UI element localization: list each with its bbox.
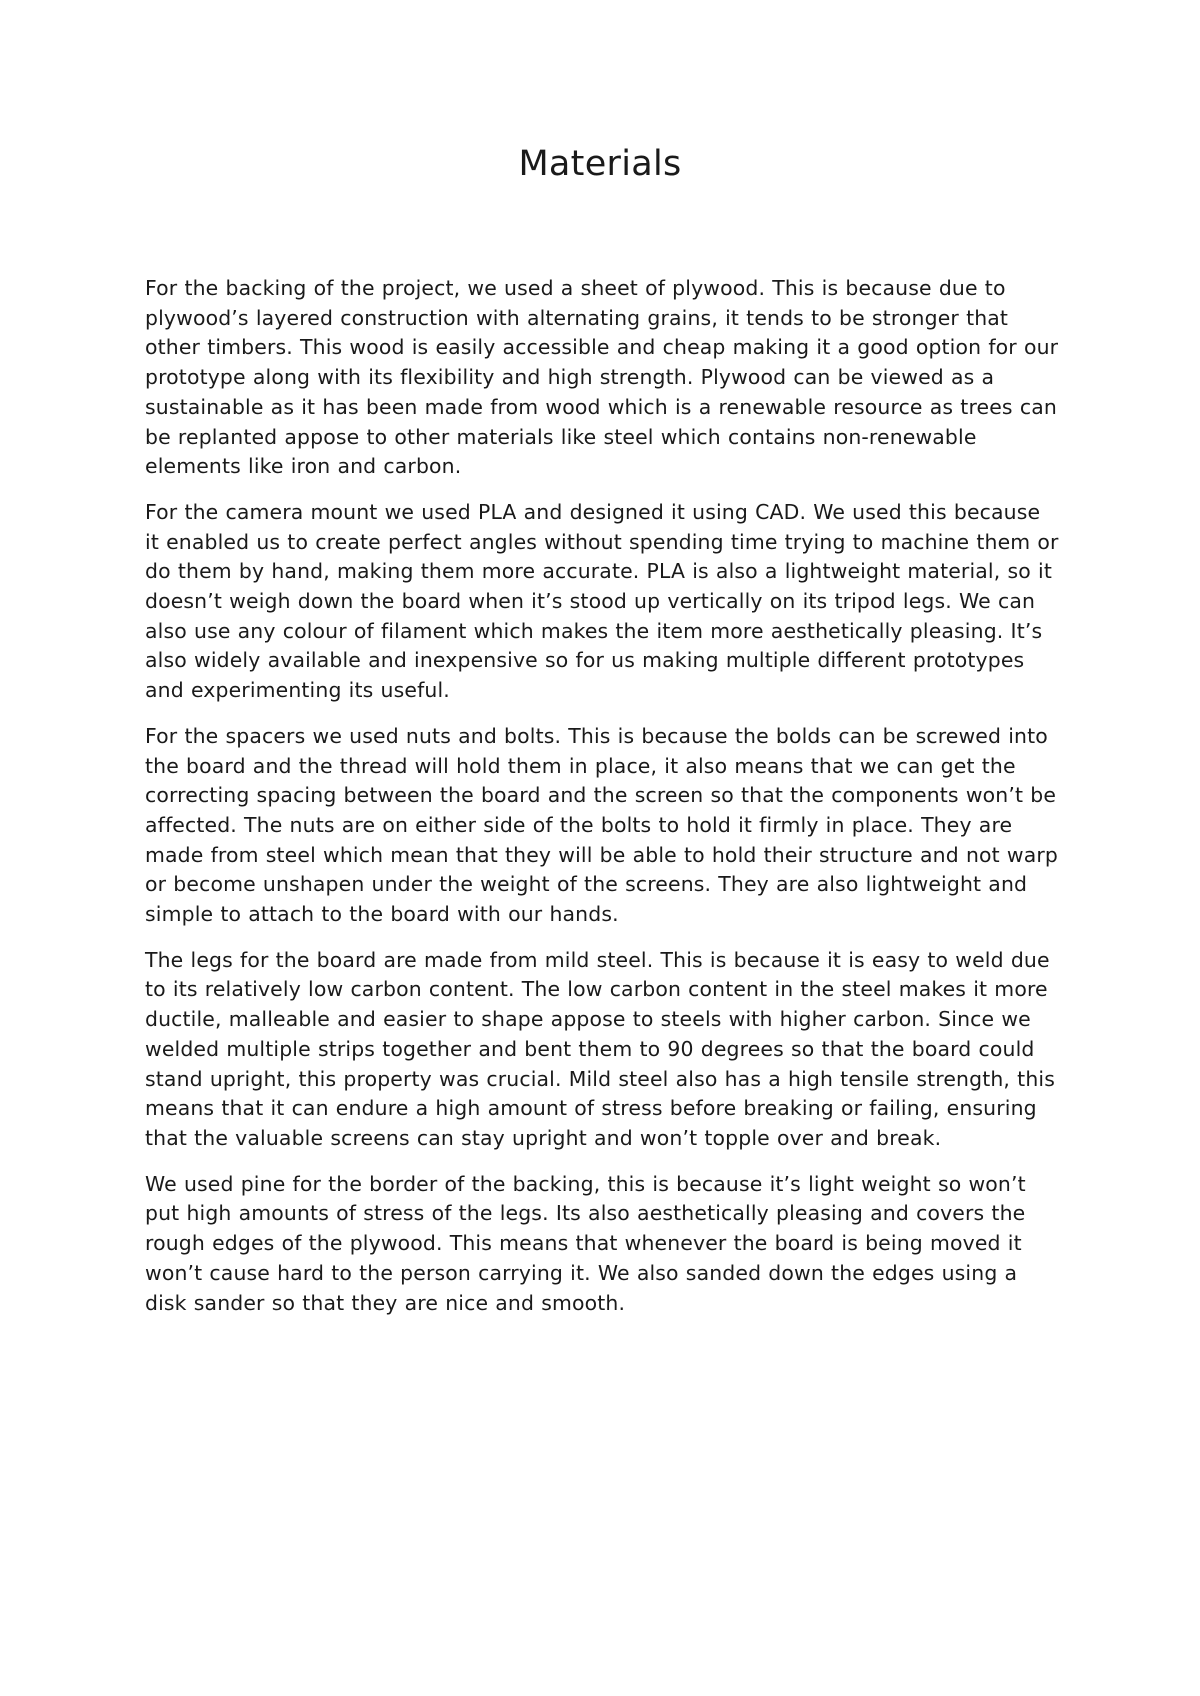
paragraph-spacers: For the spacers we used nuts and bolts. This is because the bolds can be screwed into the board and the thread will hold them in place, it also means that we can get the correcting spacing between the board and the screen so that the components won’t be affected. The nuts are on either side of the bolts to hold it firmly in place. They are made from steel which mean that they will be able to hold their structure and not warp or become unshapen under the weight of the screens. They are also lightweight and simple to attach to the board with our hands. (145, 723, 1059, 927)
paragraph-border: We used pine for the border of the backing, this is because it’s light weight so won’t put high amounts of stress of the legs. Its also aesthetically pleasing and covers the rough edges of the plywood. This means that whenever the board is being moved it won’t cause hard to the person carrying it. We also sanded down the edges using a disk sander so that they are nice and smooth. (145, 1171, 1026, 1315)
paragraph-camera-mount: For the camera mount we used PLA and designed it using CAD. We used this because it enabled us to create perfect angles without spending time trying to machine them or do them by hand, making them more accurate. PLA is also a lightweight material, so it doesn’t weigh down the board when it’s stood up vertically on its tripod legs. We can also use any colour of filament which makes the item more aesthetically pleasing. It’s also widely available and inexpensive so for us making multiple different prototypes and experimenting its useful. (145, 499, 1059, 703)
paragraph-legs: The legs for the board are made from mild steel. This is because it is easy to weld due to its relatively low carbon content. The low carbon content in the steel makes it more ductile, malleable and easier to shape appose to steels with higher carbon. Since we welded multiple strips together and bent them to 90 degrees so that the board could stand upright, this property was crucial. Mild steel also has a high tensile strength, this means that it can endure a high amount of stress before breaking or failing, ensuring that the valuable screens can stay upright and won’t topple over and break. (145, 947, 1055, 1150)
document-body (145, 274, 1060, 1334)
page-title: Materials (518, 144, 682, 184)
paragraph-plywood: For the backing of the project, we used a sheet of plywood. This is because due to plywood’s layered construction with alternating grains, it tends to be stronger that other timbers. This wood is easily accessible and cheap making it a good option for our prototype along with its flexibility and high strength. Plywood can be viewed as a sustainable as it has been made from wood which is a renewable resource as trees can be replanted appose to other materials like steel which contains non-renewable elements like iron and carbon. (145, 276, 1059, 479)
